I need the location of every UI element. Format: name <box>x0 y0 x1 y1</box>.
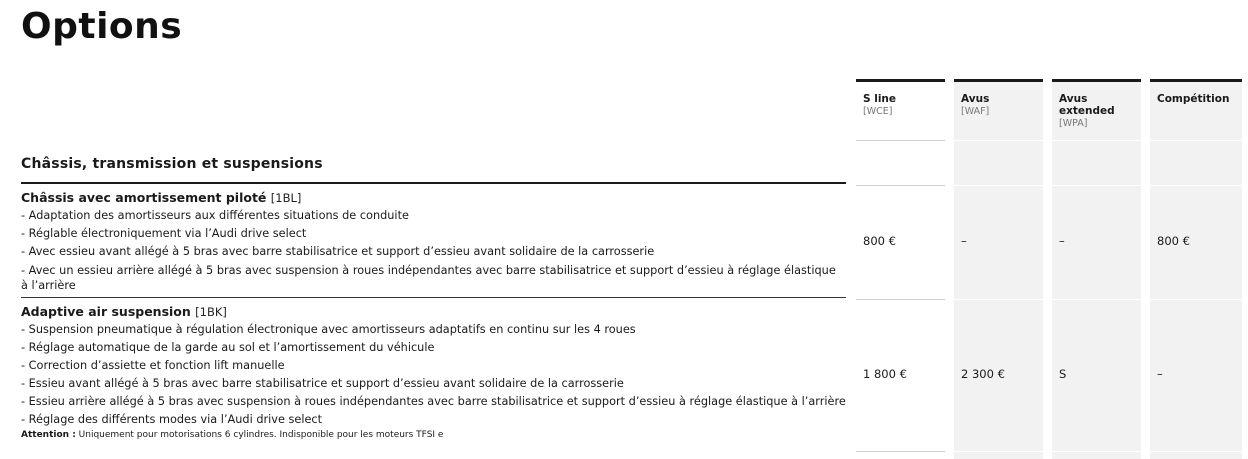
option-code: [1BK] <box>195 305 227 319</box>
column-divider <box>1052 451 1141 452</box>
section-title: Châssis, transmission et suspensions <box>21 156 323 172</box>
column-divider <box>1150 299 1242 300</box>
option-name: Châssis avec amortissement piloté <box>21 190 267 205</box>
option-bullet: - Avec un essieu arrière allégé à 5 bras avec suspension à roues indépendantes avec barre stabilisatrice et support d’essieu à réglage élastique à l’arrière <box>21 264 836 292</box>
option-name: Adaptive air suspension <box>21 304 191 319</box>
column-code: [WCE] <box>863 106 893 117</box>
price-cell: S <box>1059 367 1067 381</box>
column-divider <box>954 451 1043 452</box>
column-header: Avus extended <box>1059 93 1115 117</box>
price-cell: – <box>1157 367 1163 381</box>
column-avus <box>954 79 1043 459</box>
price-cell: 800 € <box>863 234 896 248</box>
column-header: Avus <box>961 93 990 105</box>
price-cell: 1 800 € <box>863 367 907 381</box>
column-divider <box>856 299 945 300</box>
column-header: Compétition <box>1157 93 1230 105</box>
column-divider <box>1052 140 1141 141</box>
option-bullet: - Suspension pneumatique à régulation électronique avec amortisseurs adaptatifs en continu sur les 4 roues <box>21 323 636 336</box>
option-bullet: - Essieu arrière allégé à 5 bras avec suspension à roues indépendantes avec barre stabilisatrice et support d’essieu à réglage élastique à l’arrière <box>21 395 846 408</box>
option-row-air-suspension <box>21 303 851 441</box>
note-label: Attention : <box>21 430 76 440</box>
option-row-chassis <box>21 189 851 293</box>
column-divider <box>1150 451 1242 452</box>
option-code: [1BL] <box>270 191 302 205</box>
option-name-line <box>21 303 851 321</box>
page-title: Options <box>21 6 183 47</box>
option-bullet: - Réglage automatique de la garde au sol et l’amortissement du véhicule <box>21 341 435 354</box>
column-divider <box>954 140 1043 141</box>
option-bullet: - Adaptation des amortisseurs aux différentes situations de conduite <box>21 209 409 222</box>
option-name-line <box>21 189 851 207</box>
option-bullet: - Avec essieu avant allégé à 5 bras avec barre stabilisatrice et support d’essieu avant solidaire de la carrosserie <box>21 245 655 258</box>
column-divider <box>1052 299 1141 300</box>
column-divider <box>1052 185 1141 186</box>
column-divider <box>1150 140 1242 141</box>
price-cell: 2 300 € <box>961 367 1005 381</box>
column-competition <box>1150 79 1242 459</box>
row-divider <box>21 297 846 298</box>
price-cell: 800 € <box>1157 234 1190 248</box>
price-cell: – <box>961 234 967 248</box>
column-avus-extended <box>1052 79 1141 459</box>
column-s-line <box>856 79 945 459</box>
column-divider <box>856 140 945 141</box>
column-divider <box>1150 185 1242 186</box>
column-divider <box>856 451 945 452</box>
column-divider <box>954 299 1043 300</box>
column-divider <box>954 185 1043 186</box>
price-cell: – <box>1059 234 1065 248</box>
column-code: [WPA] <box>1059 118 1088 129</box>
column-code: [WAF] <box>961 106 990 117</box>
column-divider <box>856 185 945 186</box>
column-header: S line <box>863 93 897 105</box>
section-rule <box>21 182 846 184</box>
option-bullet: - Réglage des différents modes via l’Audi drive select <box>21 413 323 426</box>
note-text: Uniquement pour motorisations 6 cylindres. Indisponible pour les moteurs TFSI e <box>75 430 444 440</box>
option-bullet: - Réglable électroniquement via l’Audi drive select <box>21 227 307 240</box>
option-bullet: - Essieu avant allégé à 5 bras avec barre stabilisatrice et support d’essieu avant solidaire de la carrosserie <box>21 377 624 390</box>
option-note <box>21 429 851 441</box>
option-bullet: - Correction d’assiette et fonction lift manuelle <box>21 359 285 372</box>
